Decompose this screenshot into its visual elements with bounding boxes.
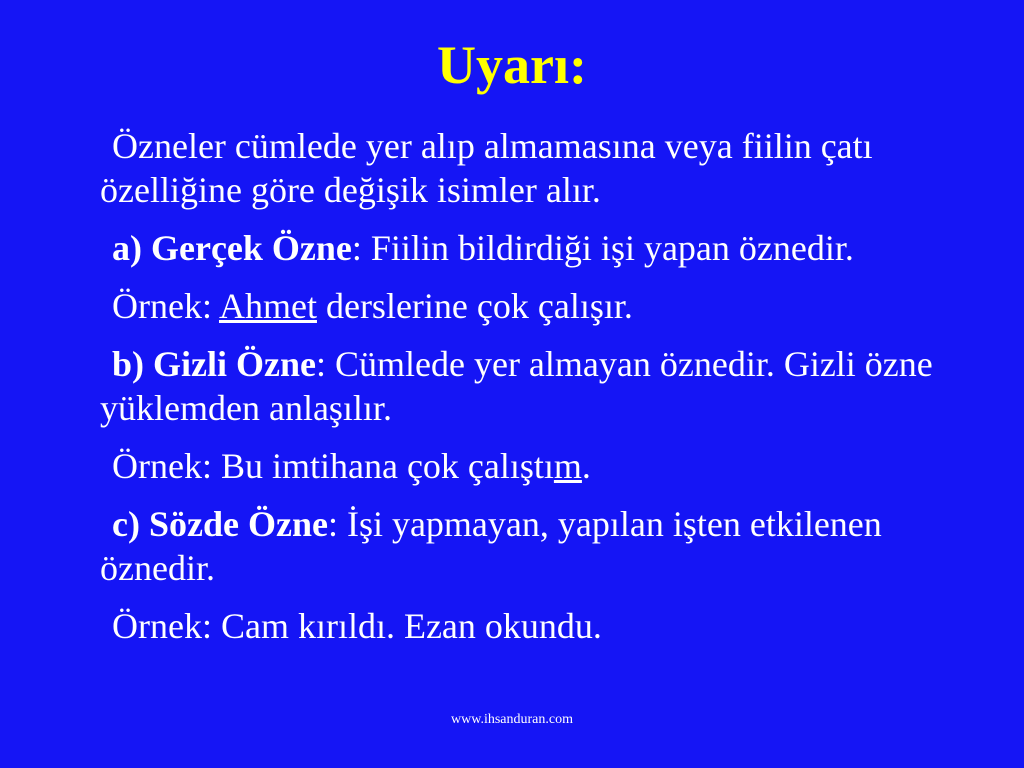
example-1-prefix: Örnek: — [112, 286, 219, 326]
real-subject-label: a) Gerçek Özne — [112, 228, 352, 268]
example-1-subject: Ahmet — [218, 286, 317, 326]
example-2 — [100, 444, 980, 488]
slide-title: Uyarı: — [437, 35, 587, 95]
example-2-suffix: m — [553, 446, 582, 486]
real-subject-paragraph — [100, 226, 980, 270]
pseudo-subject-label: c) Sözde Özne — [112, 504, 328, 544]
example-2-end: . — [581, 446, 591, 486]
example-1 — [100, 284, 980, 328]
hidden-subject-paragraph — [100, 342, 980, 430]
hidden-subject-definition: : Cümlede yer almayan öznedir. Gizli özne yüklemden anlaşılır. — [100, 344, 933, 428]
slide-content — [100, 124, 980, 662]
pseudo-subject-definition: : İşi yapmayan, yapılan işten etkilenen öznedir. — [100, 504, 882, 588]
pseudo-subject-paragraph — [100, 502, 980, 590]
example-2-prefix: Örnek: Bu imtihana çok çalıştı — [112, 446, 554, 486]
example-1-rest: derslerine çok çalışır. — [316, 286, 633, 326]
real-subject-definition: : Fiilin bildirdiği işi yapan öznedir. — [351, 228, 854, 268]
hidden-subject-label: b) Gizli Özne — [112, 344, 316, 384]
intro-paragraph: Özneler cümlede yer alıp almamasına veya fiilin çatı özelliğine göre değişik isimler alır. — [100, 126, 873, 210]
example-3: Örnek: Cam kırıldı. Ezan okundu. — [112, 606, 602, 646]
watermark: www.ihsanduran.com — [451, 712, 573, 727]
